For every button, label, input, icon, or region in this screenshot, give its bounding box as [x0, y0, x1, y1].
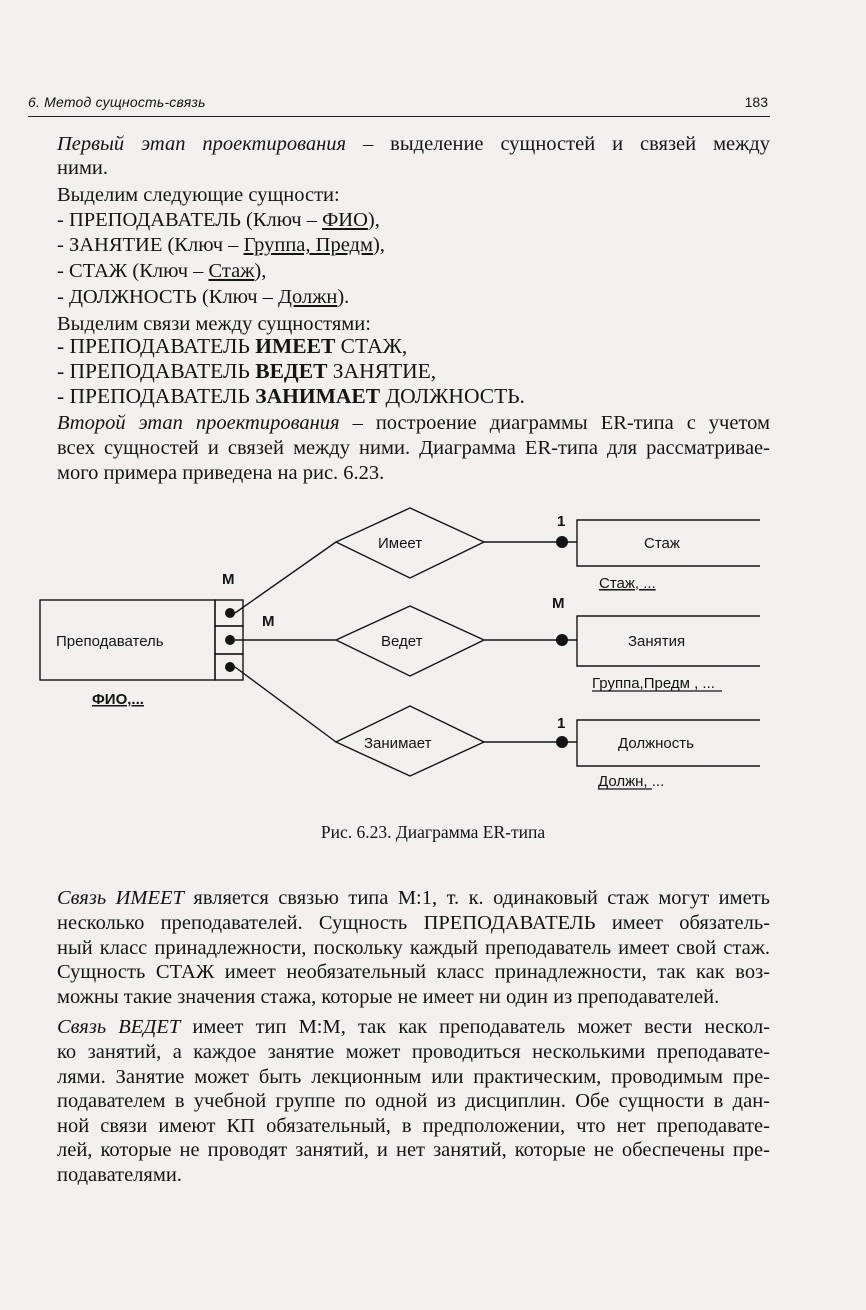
dot-zanyatiya: [556, 634, 568, 646]
entity-label-dolzhnost: Должность: [618, 735, 694, 752]
card-right-1-top: 1: [557, 513, 566, 530]
section-title: 6. Метод сущность-связь: [28, 94, 206, 110]
card-left-m-mid: М: [262, 613, 275, 630]
relationship-label-zanimaet: Занимает: [364, 735, 432, 752]
connector-dot-3: [225, 662, 235, 672]
stage2-paragraph: Второй этап проектирования – построение диаграммы ER-типа с учетом: [57, 412, 770, 434]
link-list: [57, 334, 770, 409]
key-zanyatiya: Группа,Предм , ...: [592, 675, 715, 692]
entity-label-zanyatiya: Занятия: [628, 633, 686, 650]
link-item: - ПРЕПОДАВАТЕЛЬ ЗАНИМАЕТ ДОЛЖНОСТЬ.: [57, 384, 525, 408]
edge-zanimaet-left: [235, 667, 336, 742]
link-item: - ПРЕПОДАВАТЕЛЬ ВЕДЕТ ЗАНЯТИЕ,: [57, 359, 437, 383]
para2-lines: ко занятий, а каждое занятие может проводиться несколькими преподавате- лями. Занятие может быть лекционным или практическим, проводимым пре- подавателем в учебной группе по одной из дисциплин. Обе сущности в дан- ной связи имеют КП обязательный, в предположении, что нет преподавате- лей, которые не проводят занятий, и нет занятий, которые не обеспечены пре- подавателями.: [57, 1041, 770, 1186]
card-right-m: М: [552, 595, 565, 612]
edge-imeet-left: [235, 542, 336, 613]
entity-item: - СТАЖ (Ключ – Стаж),: [57, 260, 267, 282]
entity-label-prepodavatel: Преподаватель: [56, 633, 164, 650]
link-item: - ПРЕПОДАВАТЕЛЬ ИМЕЕТ СТАЖ,: [57, 334, 408, 358]
card-left-m-top: М: [222, 571, 235, 588]
para2: Связь ВЕДЕТ имеет тип М:М, так как преподаватель может вести нескол-: [57, 1016, 771, 1038]
stage2-line3: мого примера приведена на рис. 6.23.: [57, 462, 385, 484]
entity-list: [57, 208, 770, 309]
stage1-block: [57, 132, 770, 156]
stage1-line1: Первый этап проектирования – выделение сущностей и связей между: [57, 133, 770, 155]
links-intro: Выделим связи между сущностями:: [57, 313, 371, 335]
stage2-line2: всех сущностей и связей между ними. Диаграмма ER-типа для рассматривае-: [57, 437, 770, 459]
dot-dolzhnost: [556, 736, 568, 748]
page-number: 183: [744, 94, 768, 110]
relationship-label-imeet: Имеет: [378, 535, 423, 552]
key-stazh: Стаж, ...: [599, 575, 656, 592]
dot-stazh: [556, 536, 568, 548]
connector-dot-1: [225, 608, 235, 618]
entity-item: - ДОЛЖНОСТЬ (Ключ – Должн).: [57, 286, 350, 308]
entity-item: - ПРЕПОДАВАТЕЛЬ (Ключ – ФИО),: [57, 209, 380, 231]
figure-caption: Рис. 6.23. Диаграмма ER-типа: [320, 822, 546, 842]
para1-lines: несколько преподавателей. Сущность ПРЕПОДАВАТЕЛЬ имеет обязатель- ный класс принадлежности, поскольку каждый преподаватель имеет свой стаж. Сущность СТАЖ имеет необязательный класс принадлежности, так как воз- можны такие значения стажа, которые не имеет ни один из преподавателей.: [57, 912, 770, 1008]
entity-label-stazh: Стаж: [644, 535, 680, 552]
running-head: [28, 92, 770, 117]
relationship-label-vedet: Ведет: [381, 633, 423, 650]
key-dolzhnost: Должн, ...: [598, 773, 665, 790]
entity-item: - ЗАНЯТИЕ (Ключ – Группа, Предм),: [57, 234, 385, 256]
left-key: ФИО,...: [92, 691, 144, 708]
entities-intro: Выделим следующие сущности:: [57, 184, 340, 206]
card-right-1-bottom: 1: [557, 715, 566, 732]
connector-dot-2: [225, 635, 235, 645]
er-diagram: [0, 500, 866, 810]
para1: Связь ИМЕЕТ является связью типа М:1, т. к. одинаковый стаж могут иметь: [57, 887, 770, 909]
stage1-line2: ними.: [57, 157, 109, 179]
